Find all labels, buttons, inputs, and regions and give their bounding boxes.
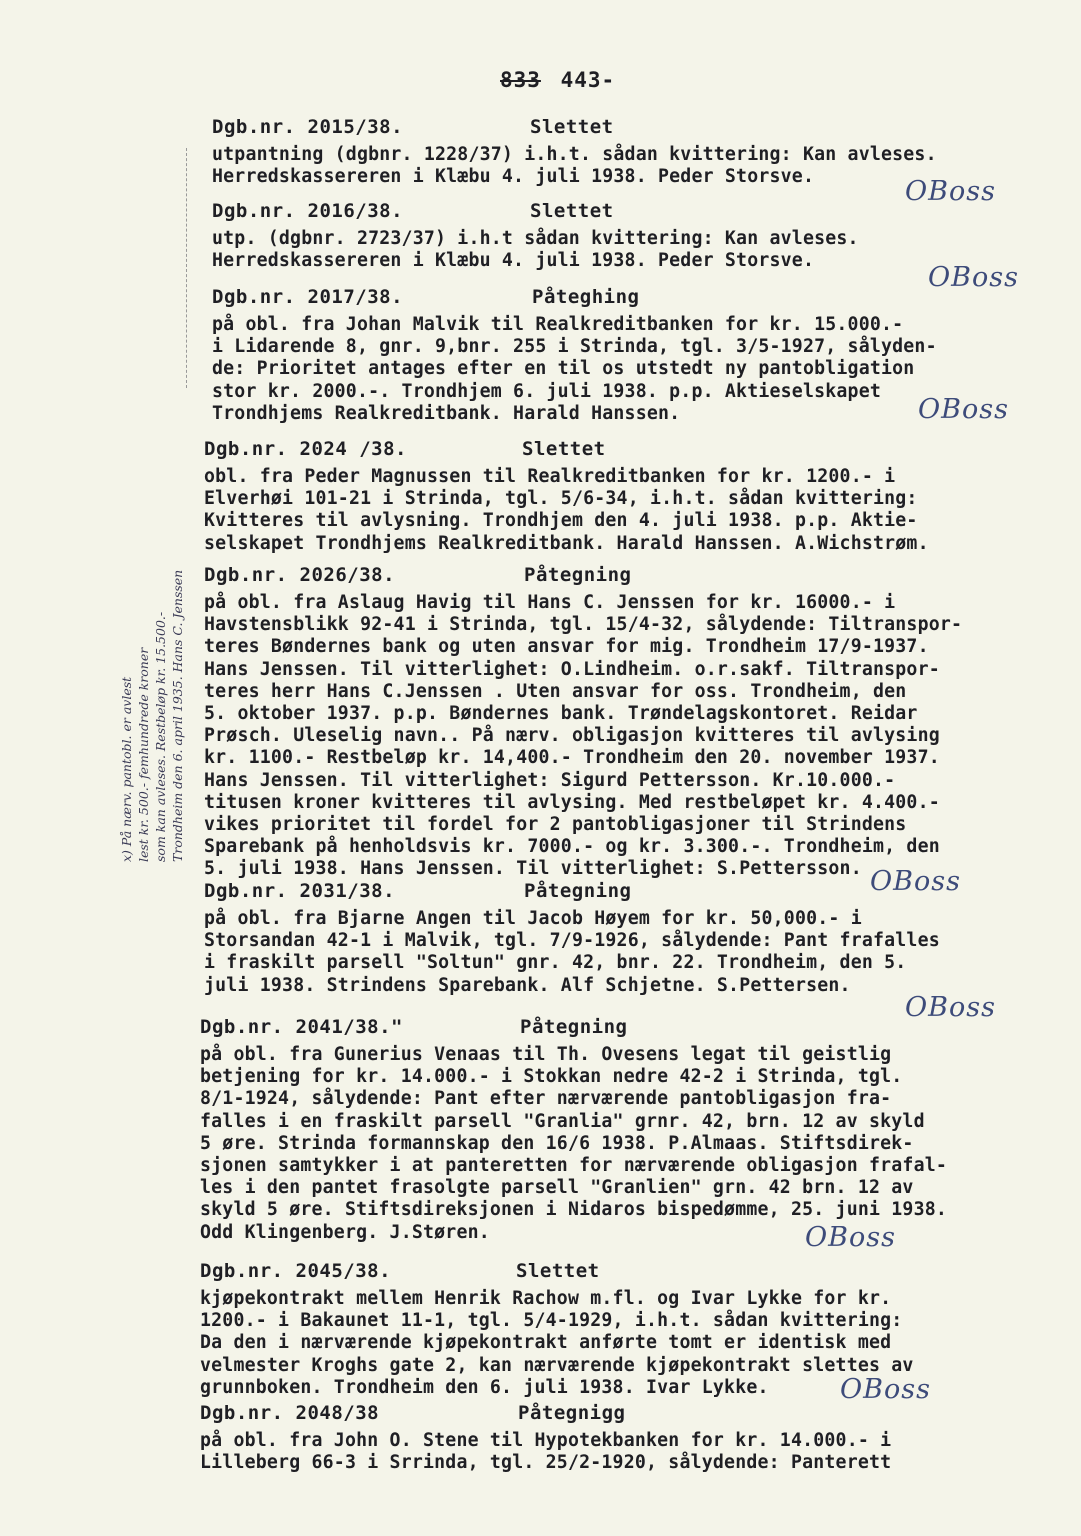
margin-note-line: som kan avleses. Restbeløp kr. 15.500.- (153, 611, 168, 862)
entry-number: Dgb.nr. 2017/38. (212, 286, 404, 308)
entry-line: på obl. fra Johan Malvik til Realkreditbanken for kr. 15.000.- (212, 314, 904, 335)
entry-number: Dgb.nr. 2045/38. (200, 1260, 392, 1282)
entry-line: kjøpekontrakt mellem Henrik Rachow m.fl. og Ivar Lykke for kr. (200, 1288, 892, 1309)
margin-note-line: x) På nærv. pantobl. er avlest (119, 676, 134, 862)
entry-line: titusen kroner kvitteres til avlysing. Med restbeløpet kr. 4.400.- (204, 791, 940, 813)
entry-line: velmester Kroghs gate 2, kan nærværende kjøpekontrakt slettes av (200, 1354, 914, 1376)
entry-number: Dgb.nr. 2026/38. (204, 564, 396, 586)
entry-line: vikes prioritet til fordel for 2 pantobligasjoner til Strindens (204, 814, 907, 836)
entry-line: les i den pantet frasolgte parsell "Granlien" grn. 42 brn. 12 av (200, 1177, 914, 1199)
entry-status: Påtegning (524, 880, 632, 902)
signature-mark: OBoss (905, 992, 996, 1023)
entry-line: obl. fra Peder Magnussen til Realkreditbanken for kr. 1200.- i (204, 466, 896, 487)
entry-2024 (0, 438, 1081, 555)
entry-line: stor kr. 2000.-. Trondhjem 6. juli 1938. p.p. Aktieselskapet (212, 380, 881, 402)
entry-2041 (0, 1016, 1081, 1253)
page-number-old: 833 (500, 68, 541, 92)
entry-number: Dgb.nr. 2031/38. (204, 880, 396, 902)
entry-status: Påtegnigg (518, 1402, 626, 1424)
entry-line: Da den i nærværende kjøpekontrakt anførte tomt er identisk med (200, 1332, 892, 1354)
entry-line: kr. 1100.- Restbeløp kr. 14,400.- Trondheim den 20. november 1937. (204, 747, 940, 769)
margin-note-line: lest kr. 500.- femhundrede kroner (136, 647, 151, 862)
entry-status: Påtegning (524, 564, 632, 586)
entry-2048 (0, 1402, 1081, 1474)
entry-line: Lilleberg 66-3 i Srrinda, tgl. 25/2-1920, sålydende: Panterett (200, 1452, 892, 1474)
signature-mark: OBoss (928, 262, 1019, 293)
entry-line: falles i en fraskilt parsell "Granlia" grnr. 42, brn. 12 av skyld (200, 1110, 925, 1132)
entry-line: 1200.- i Bakaunet 11-1, tgl. 5/4-1929, i.h.t. sådan kvittering: (200, 1310, 903, 1332)
entry-number: Dgb.nr. 2016/38. (212, 200, 404, 222)
entry-line: utpantning (dgbnr. 1228/37) i.h.t. sådan kvittering: Kan avleses. (212, 144, 937, 165)
entry-line: utp. (dgbnr. 2723/37) i.h.t sådan kvittering: Kan avleses. (212, 228, 859, 249)
entry-2015 (0, 116, 1081, 207)
entry-line: Elverhøi 101-21 i Strinda, tgl. 5/6-34, i.h.t. sådan kvittering: (204, 488, 918, 510)
entry-line: teres herr Hans C.Jenssen . Uten ansvar for oss. Trondheim, den (204, 680, 907, 702)
entry-line: Hans Jenssen. Til vitterlighet: O.Lindheim. o.r.sakf. Tiltranspor- (204, 658, 940, 680)
entry-status: Slettet (530, 116, 614, 138)
entry-2017 (0, 286, 1081, 425)
entry-status: Påtegning (520, 1016, 628, 1038)
entry-line: i fraskilt parsell "Soltun" gnr. 42, bnr. 22. Trondheim, den 5. (204, 952, 907, 974)
entry-line: på obl. fra Aslaug Havig til Hans C. Jenssen for kr. 16000.- i (204, 592, 896, 613)
entry-line: Trondhjems Realkreditbank. Harald Hanssen. (212, 402, 681, 424)
entry-line: Sparebank på henholdsvis kr. 7000.- og kr. 3.300.-. Trondheim, den (204, 836, 940, 858)
entry-number: Dgb.nr. 2041/38." (200, 1016, 403, 1038)
entry-line: teres Bøndernes bank og uten ansvar for mig. Trondheim 17/9-1937. (204, 636, 929, 658)
entry-line: skyld 5 øre. Stiftsdireksjonen i Nidaros bispedømme, 25. juni 1938. (200, 1199, 948, 1221)
signature-mark: OBoss (840, 1374, 931, 1405)
entry-line: på obl. fra Bjarne Angen til Jacob Høyem for kr. 50,000.- i (204, 908, 862, 929)
entry-line: 5. oktober 1937. p.p. Bøndernes bank. Trøndelagskontoret. Reidar (204, 703, 918, 725)
entry-line: på obl. fra John O. Stene til Hypotekbanken for kr. 14.000.- i (200, 1430, 892, 1451)
entry-line: Herredskassereren i Klæbu 4. juli 1938. Peder Storsve. (212, 166, 815, 188)
entry-2026 (0, 564, 1081, 881)
entry-line: i Lidarende 8, gnr. 9,bnr. 255 i Strinda, tgl. 3/5-1927, sålyden- (212, 336, 937, 358)
entry-status: Slettet (530, 200, 614, 222)
entry-2016 (0, 200, 1081, 293)
entry-line: juli 1938. Strindens Sparebank. Alf Schjetne. S.Pettersen. (204, 974, 851, 996)
entry-line: betjening for kr. 14.000.- i Stokkan nedre 42-2 i Strinda, tgl. (200, 1066, 903, 1088)
entry-number: Dgb.nr. 2048/38 (200, 1402, 380, 1424)
signature-mark: OBoss (905, 176, 996, 207)
entry-line: Hans Jenssen. Til vitterlighet: Sigurd Pettersson. Kr.10.000.- (204, 769, 896, 791)
entry-line: på obl. fra Gunerius Venaas til Th. Ovesens legat til geistlig (200, 1044, 892, 1065)
entry-line: Storsandan 42-1 i Malvik, tgl. 7/9-1926, sålydende: Pant frafalles (204, 930, 940, 952)
entry-status: Slettet (516, 1260, 600, 1282)
signature-mark: OBoss (805, 1222, 896, 1253)
entry-line: sjonen samtykker i at panteretten for nærværende obligasjon frafal- (200, 1155, 948, 1177)
entry-line: 5 øre. Strinda formannskap den 16/6 1938. P.Almaas. Stiftsdirek- (200, 1132, 914, 1154)
page-number-current: 443- (560, 68, 616, 92)
entry-2045 (0, 1260, 1081, 1405)
signature-mark: OBoss (870, 866, 961, 897)
entry-line: Herredskassereren i Klæbu 4. juli 1938. Peder Storsve. (212, 250, 815, 272)
entry-number: Dgb.nr. 2024 /38. (204, 438, 407, 460)
entry-line: 8/1-1924, sålydende: Pant efter nærværende pantobligasjon fra- (200, 1088, 892, 1110)
entry-status: Påteghing (532, 286, 640, 308)
entry-status: Slettet (522, 438, 606, 460)
entry-line: Odd Klingenberg. J.Støren. (200, 1221, 490, 1243)
entry-number: Dgb.nr. 2015/38. (212, 116, 404, 138)
signature-mark: OBoss (918, 394, 1009, 425)
margin-note-line: Trondheim den 6. april 1935. Hans C. Jenssen (170, 569, 185, 862)
entry-line: Havstensblikk 92-41 i Strinda, tgl. 15/4-32, sålydende: Tiltranspor- (204, 614, 963, 636)
entry-line: Kvitteres til avlysning. Trondhjem den 4. juli 1938. p.p. Aktie- (204, 510, 918, 532)
entry-line: 5. juli 1938. Hans Jenssen. Til vitterlighet: S.Pettersson. (204, 858, 862, 880)
entry-line: grunnboken. Trondheim den 6. juli 1938. Ivar Lykke. (200, 1376, 769, 1398)
page-number (500, 68, 615, 92)
entry-line: Prøsch. Uleselig navn.. På nærv. obligasjon kvitteres til avlysing (204, 725, 940, 747)
entry-line: selskapet Trondhjems Realkreditbank. Harald Hanssen. A.Wichstrøm. (204, 532, 929, 554)
entry-line: de: Prioritet antages efter en til os utstedt ny pantobligation (212, 358, 915, 380)
